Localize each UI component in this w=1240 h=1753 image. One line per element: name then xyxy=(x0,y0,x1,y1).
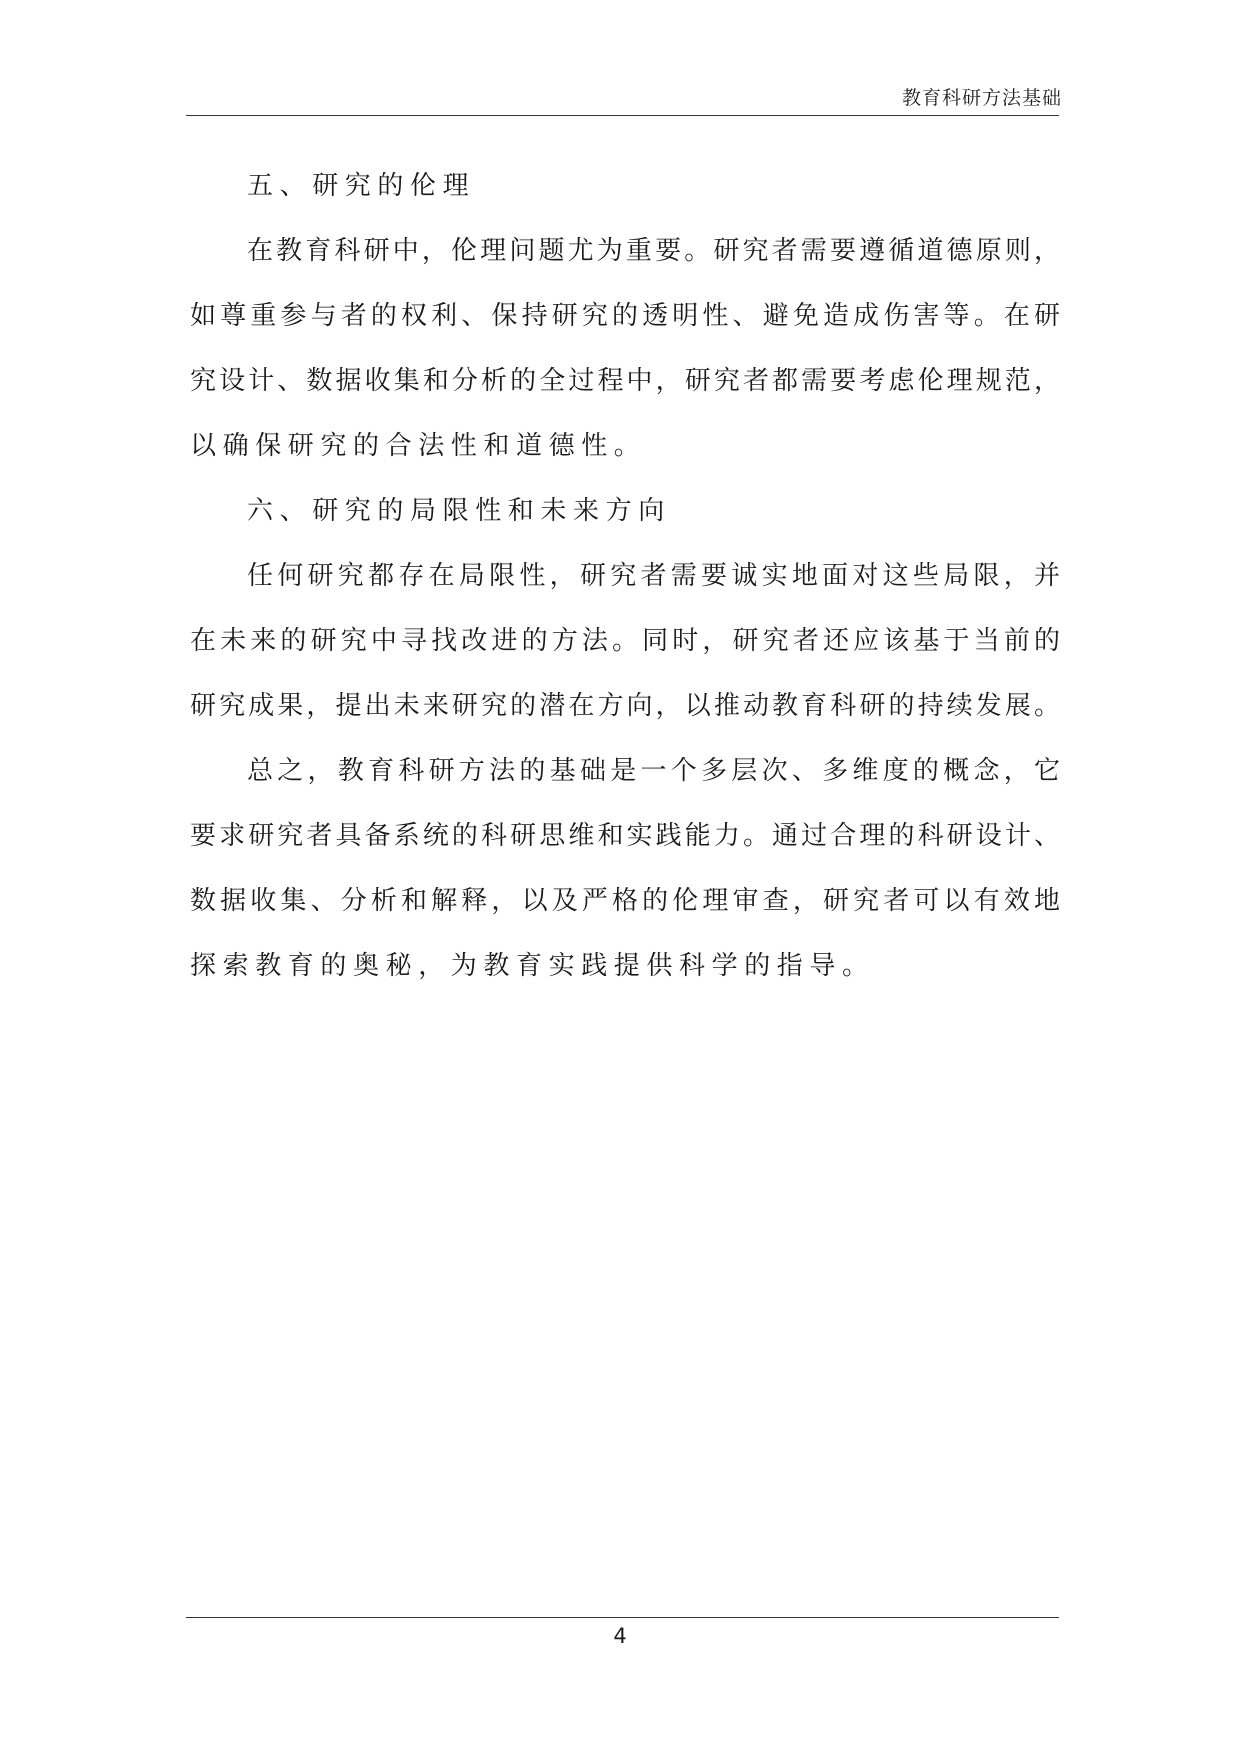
paragraph-line: 任何研究都存在局限性，研究者需要诚实地面对这些局限，并 xyxy=(247,561,1060,591)
running-header: 教育科研方法基础 xyxy=(901,87,1062,109)
paragraph-line: 总之，教育科研方法的基础是一个多层次、多维度的概念，它 xyxy=(247,756,1060,786)
paragraph-line: 数据收集、分析和解释，以及严格的伦理审查，研究者可以有效地 xyxy=(190,886,1060,916)
section-heading-limitations: 六、研究的局限性和未来方向 xyxy=(247,496,671,526)
paragraph-line: 究设计、数据收集和分析的全过程中，研究者都需要考虑伦理规范， xyxy=(190,366,1060,396)
paragraph-line: 研究成果，提出未来研究的潜在方向，以推动教育科研的持续发展。 xyxy=(190,691,1060,721)
paragraph-line: 探索教育的奥秘，为教育实践提供科学的指导。 xyxy=(190,951,875,981)
section-heading-ethics: 五、研究的伦理 xyxy=(247,171,476,201)
paragraph-line: 以确保研究的合法性和道德性。 xyxy=(190,431,647,461)
page-number: 4 xyxy=(613,1624,627,1648)
body-text xyxy=(190,155,1060,1000)
paragraph-line: 在未来的研究中寻找改进的方法。同时，研究者还应该基于当前的 xyxy=(190,626,1060,656)
paragraph-line: 如尊重参与者的权利、保持研究的透明性、避免造成伤害等。在研 xyxy=(190,301,1060,331)
paragraph-line: 要求研究者具备系统的科研思维和实践能力。通过合理的科研设计、 xyxy=(190,821,1060,851)
paragraph-line: 在教育科研中，伦理问题尤为重要。研究者需要遵循道德原则， xyxy=(247,236,1060,266)
header-divider xyxy=(186,115,1059,116)
footer-divider xyxy=(186,1617,1059,1618)
